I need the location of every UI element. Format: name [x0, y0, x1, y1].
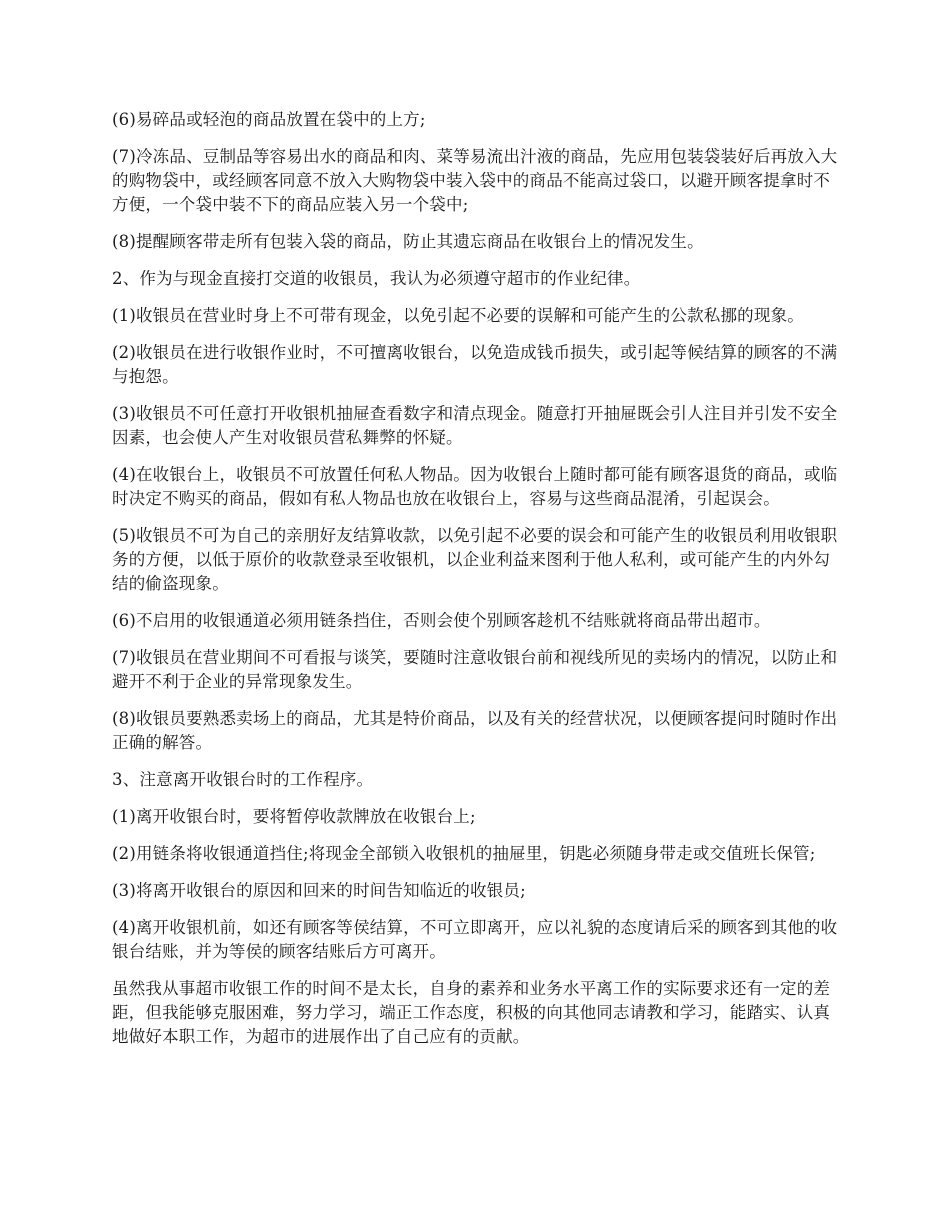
section-heading: 2、作为与现金直接打交道的收银员，我认为必须遵守超市的作业纪律。	[112, 269, 641, 288]
paragraph: (2)用链条将收银通道挡住;将现金全部锁入收银机的抽屉里，钥匙必须随身带走或交值班长保管;	[112, 844, 816, 863]
paragraph: (4)在收银台上，收银员不可放置任何私人物品。因为收银台上随时都可能有顾客退货的商品，或临时决定不购买的商品，假如有私人物品也放在收银台上，容易与这些商品混淆，引起误会。	[112, 465, 838, 508]
paragraph: (7)冷冻品、豆制品等容易出水的商品和肉、菜等易流出汁液的商品，先应用包装袋装好后再放入大的购物袋中，或经顾客同意不放入大购物袋中装入袋中的商品不能高过袋口，以避开顾客提拿时不方便，一个袋中装不下的商品应装入另一个袋中;	[112, 147, 838, 214]
paragraph: (6)易碎品或轻泡的商品放置在袋中的上方;	[112, 110, 426, 129]
paragraph: (1)离开收银台时，要将暂停收款牌放在收银台上;	[112, 807, 476, 826]
paragraph: (3)收银员不可任意打开收银机抽屉查看数字和清点现金。随意打开抽屉既会引人注目并引发不安全因素，也会使人产生对收银员营私舞弊的怀疑。	[112, 404, 838, 447]
paragraph: (4)离开收银机前，如还有顾客等侯结算，不可立即离开，应以礼貌的态度请后采的顾客到其他的收银台结账，并为等侯的顾客结账后方可离开。	[112, 918, 838, 961]
section-heading: 3、注意离开收银台时的工作程序。	[112, 770, 374, 789]
paragraph: (6)不启用的收银通道必须用链条挡住，否则会使个别顾客趁机不结账就将商品带出超市。	[112, 611, 771, 630]
paragraph: (8)收银员要熟悉卖场上的商品，尤其是特价商品，以及有关的经营状况，以便顾客提问时随时作出正确的解答。	[112, 709, 838, 752]
paragraph: (5)收银员不可为自己的亲朋好友结算收款，以免引起不必要的误会和可能产生的收银员利用收银职务的方便，以低于原价的收款登录至收银机，以企业利益来图利于他人私利，或可能产生的内外勾结的偷盗现象。	[112, 526, 838, 593]
paragraph: (2)收银员在进行收银作业时，不可擅离收银台，以免造成钱币损失，或引起等候结算的顾客的不满与抱怨。	[112, 343, 838, 386]
paragraph: (8)提醒顾客带走所有包装入袋的商品，防止其遗忘商品在收银台上的情况发生。	[112, 232, 704, 251]
paragraph: (3)将离开收银台的原因和回来的时间告知临近的收银员;	[112, 881, 526, 900]
document-body	[112, 108, 840, 1062]
paragraph: (7)收银员在营业期间不可看报与谈笑，要随时注意收银台前和视线所见的卖场内的情况，以防止和避开不利于企业的异常现象发生。	[112, 648, 838, 691]
paragraph: (1)收银员在营业时身上不可带有现金，以免引起不必要的误解和可能产生的公款私挪的现象。	[112, 306, 804, 325]
closing-paragraph: 虽然我从事超市收银工作的时间不是太长，自身的素养和业务水平离工作的实际要求还有一定的差距，但我能够克服困难，努力学习，端正工作态度，积极的向其他同志请教和学习，能踏实、认真地做好本职工作，为超市的进展作出了自己应有的贡献。	[112, 979, 831, 1046]
